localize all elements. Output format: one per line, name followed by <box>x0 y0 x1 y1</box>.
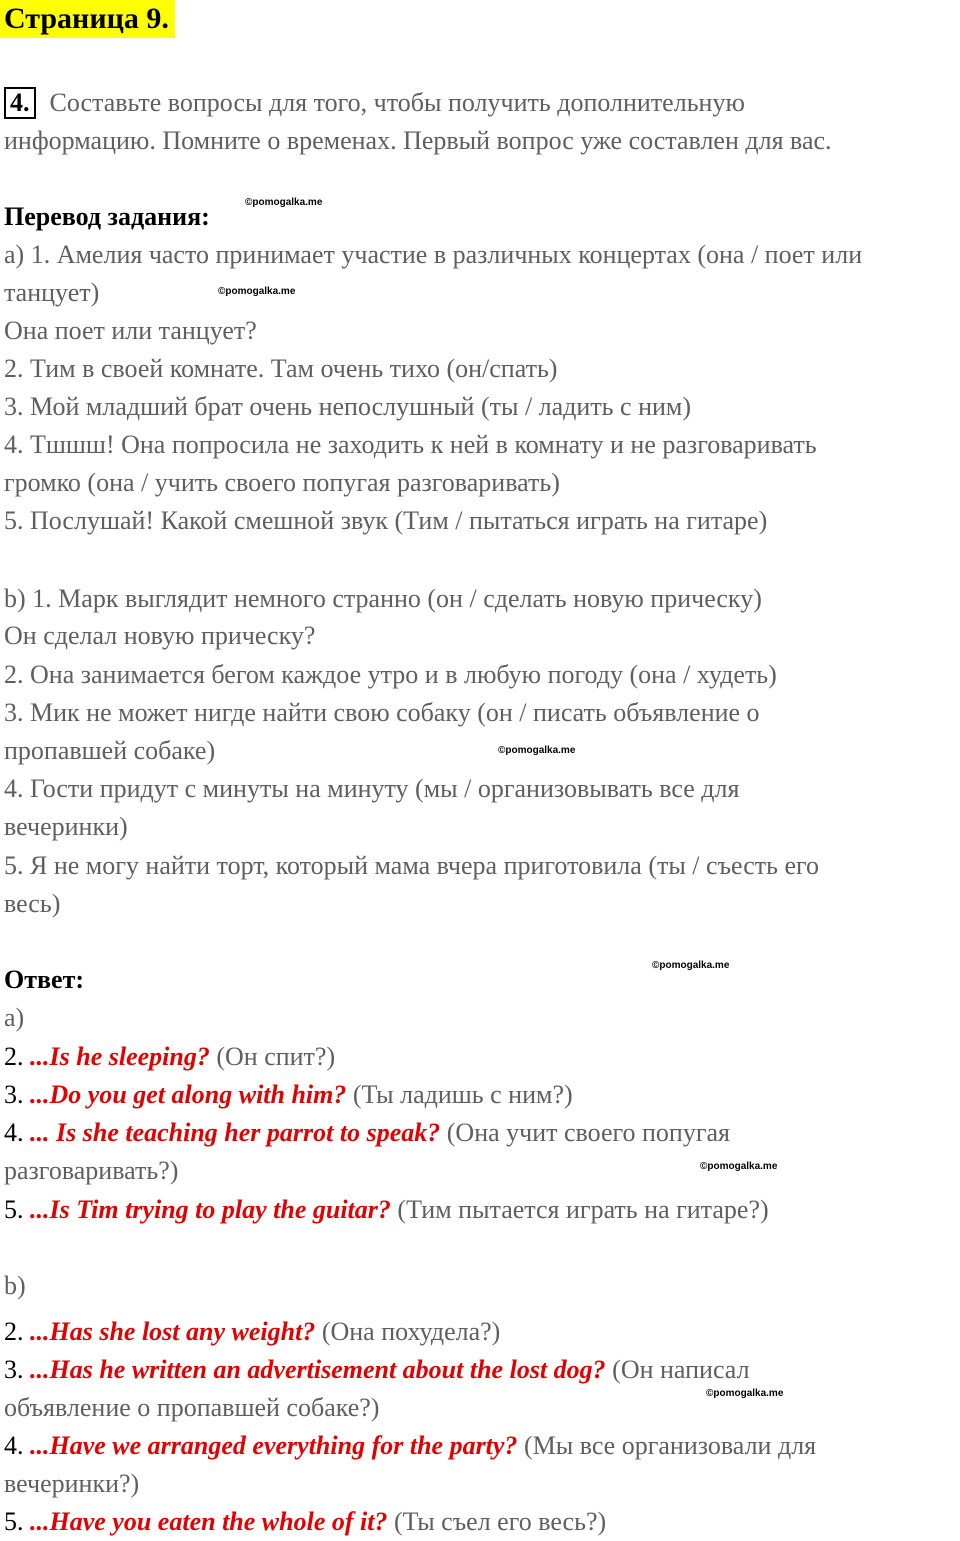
translation-line: 4. Гости придут с минуты на минуту (мы / организовывать все для <box>4 774 740 803</box>
answer-part-a-label: a) <box>4 1003 25 1032</box>
watermark: ©pomogalka.me <box>245 197 323 208</box>
answer-line: 5. ...Have you eaten the whole of it? (Ты съел его весь?) <box>4 1507 607 1536</box>
translation-line: Он сделал новую прическу? <box>4 621 316 650</box>
watermark: ©pomogalka.me <box>652 960 730 971</box>
translation-line: 3. Мой младший брат очень непослушный (ты / ладить с ним) <box>4 392 692 421</box>
answer-line: вечеринки?) <box>4 1469 140 1498</box>
translation-line: пропавшей собаке) <box>4 736 216 765</box>
answer-line: 3. ...Do you get along with him? (Ты ладишь с ним?) <box>4 1080 573 1109</box>
translation-line: Она поет или танцует? <box>4 316 257 345</box>
translation-line: 5. Послушай! Какой смешной звук (Тим / пытаться играть на гитаре) <box>4 506 768 535</box>
answer-line: 4. ...Have we arranged everything for the party? (Мы все организовали для <box>4 1431 817 1460</box>
translation-line: b) 1. Марк выглядит немного странно (он / сделать новую прическу) <box>4 584 762 613</box>
translation-line: 4. Тшшш! Она попросила не заходить к ней в комнату и не разговаривать <box>4 430 817 459</box>
translation-line: 2. Тим в своей комнате. Там очень тихо (он/спать) <box>4 354 558 383</box>
translation-line: танцует) <box>4 278 100 307</box>
translation-line: вечеринки) <box>4 812 128 841</box>
answer-line: 2. ...Is he sleeping? (Он спит?) <box>4 1042 336 1071</box>
answer-line: 3. ...Has he written an advertisement about the lost dog? (Он написал <box>4 1355 750 1384</box>
translation-line: громко (она / учить своего попугая разговаривать) <box>4 468 560 497</box>
page-title: Страница 9. <box>0 0 175 38</box>
answer-line: 2. ...Has she lost any weight? (Она похудела?) <box>4 1317 501 1346</box>
task-number: 4. <box>4 87 36 119</box>
answer-heading: Ответ: <box>4 965 85 994</box>
watermark: ©pomogalka.me <box>700 1161 778 1172</box>
answer-line: 4. ... Is she teaching her parrot to speak? (Она учит своего попугая <box>4 1118 731 1147</box>
watermark: ©pomogalka.me <box>218 286 296 297</box>
answer-line: объявление о пропавшей собаке?) <box>4 1393 380 1422</box>
answer-line: 5. ...Is Tim trying to play the guitar? (Тим пытается играть на гитаре?) <box>4 1195 769 1224</box>
answer-line: разговаривать?) <box>4 1156 179 1185</box>
task-line-1: 4. Составьте вопросы для того, чтобы получить дополнительную <box>4 84 745 122</box>
answer-part-b-label: b) <box>4 1271 26 1300</box>
translation-line: a) 1. Амелия часто принимает участие в различных концертах (она / поет или <box>4 240 863 269</box>
task-line-2: информацию. Помните о временах. Первый вопрос уже составлен для вас. <box>4 126 832 155</box>
translation-line: 2. Она занимается бегом каждое утро и в любую погоду (она / худеть) <box>4 660 777 689</box>
translation-line: 5. Я не могу найти торт, который мама вчера приготовила (ты / съесть его <box>4 851 820 880</box>
translation-line: весь) <box>4 889 61 918</box>
watermark: ©pomogalka.me <box>706 1388 784 1399</box>
translation-heading: Перевод задания: <box>4 202 210 231</box>
watermark: ©pomogalka.me <box>498 745 576 756</box>
translation-line: 3. Мик не может нигде найти свою собаку (он / писать объявление о <box>4 698 760 727</box>
